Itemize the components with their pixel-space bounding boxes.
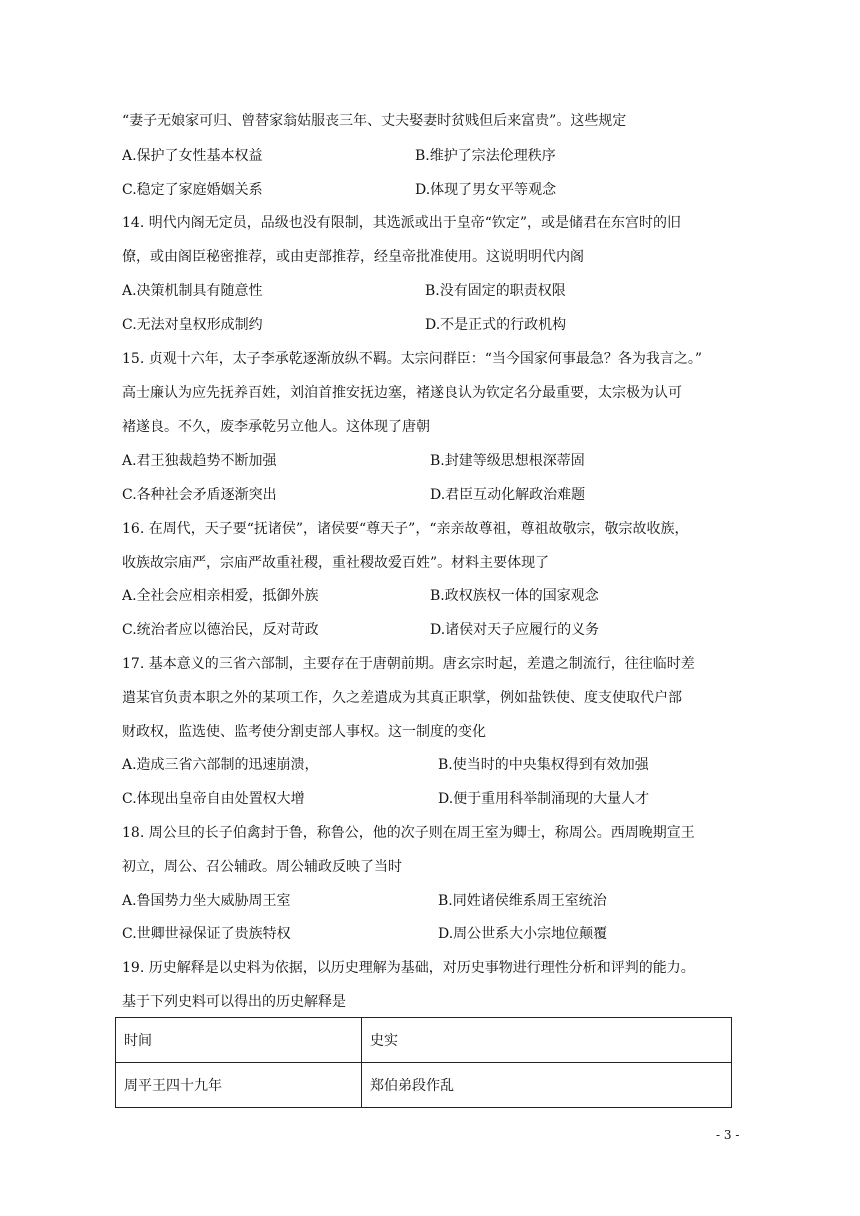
q15-option-c: C.各种社会矛盾逐渐突出 <box>122 487 277 503</box>
q14-option-c: C.无法对皇权形成制约 <box>122 317 263 333</box>
table-row <box>116 1063 732 1108</box>
q17-stem-line3: 财政权，监选使、监考使分割吏部人事权。这一制度的变化 <box>122 724 486 740</box>
q13-option-d: D.体现了男女平等观念 <box>415 182 557 198</box>
q13-option-b: B.维护了宗法伦理秩序 <box>415 148 556 164</box>
q18-option-d: D.周公世系大小宗地位颠覆 <box>438 926 608 942</box>
q14-option-a: A.决策机制具有随意性 <box>122 283 263 299</box>
table-cell-event: 郑伯弟段作乱 <box>362 1063 732 1108</box>
q18-option-a: A.鲁国势力坐大威胁周王室 <box>122 893 291 909</box>
table-header-row <box>116 1018 732 1063</box>
q18-option-c: C.世卿世禄保证了贵族特权 <box>122 926 291 942</box>
q18-stem-line1: 18. 周公旦的长子伯禽封于鲁，称鲁公，他的次子则在周王室为卿士，称周公。西周晚期宣王 <box>122 825 695 841</box>
q14-stem-line2: 僚，或由阁臣秘密推荐，或由吏部推荐，经皇帝批准使用。这说明明代内阁 <box>122 249 584 265</box>
q14-option-d: D.不是正式的行政机构 <box>425 317 567 333</box>
q18-stem-line2: 初立，周公、召公辅政。周公辅政反映了当时 <box>122 859 402 875</box>
q17-stem-line2: 遣某官负责本职之外的某项工作，久之差遣成为其真正职掌，例如盐铁使、度支使取代户部 <box>122 690 682 706</box>
q15-stem-line1: 15. 贞观十六年，太子李承乾逐渐放纵不羁。太宗问群臣：“当今国家何事最急？各为我言之。” <box>122 351 703 367</box>
q15-option-a: A.君王独裁趋势不断加强 <box>122 453 277 469</box>
q15-stem-line3: 褚遂良。不久，废李承乾另立他人。这体现了唐朝 <box>122 419 430 435</box>
q18-option-b: B.同姓诸侯维系周王室统治 <box>438 893 607 909</box>
q16-stem-line2: 收族故宗庙严，宗庙严故重社稷，重社稷故爱百姓”。材料主要体现了 <box>122 555 550 571</box>
q19-stem-line1: 19. 历史解释是以史料为依据，以历史理解为基础，对历史事物进行理性分析和评判的能力。 <box>122 960 695 976</box>
q14-stem-line1: 14. 明代内阁无定员，品级也没有限制，其选派或出于皇帝“钦定”，或是储君在东宫时的旧 <box>122 215 682 231</box>
table-header-time: 时间 <box>116 1018 362 1063</box>
q17-option-c: C.体现出皇帝自由处置权大增 <box>122 791 305 807</box>
q16-option-a: A.全社会应相亲相爱，抵御外族 <box>122 588 319 604</box>
q17-option-d: D.便于重用科举制涌现的大量人才 <box>438 791 650 807</box>
q17-option-b: B.使当时的中央集权得到有效加强 <box>438 757 649 773</box>
q14-option-b: B.没有固定的职责权限 <box>425 283 566 299</box>
history-table <box>115 1017 732 1108</box>
q19-stem-line2: 基于下列史料可以得出的历史解释是 <box>122 994 346 1010</box>
q16-option-c: C.统治者应以德治民，反对苛政 <box>122 622 319 638</box>
page-number: - 3 - <box>716 1128 740 1142</box>
q13-option-c: C.稳定了家庭婚姻关系 <box>122 182 263 198</box>
q15-option-b: B.封建等级思想根深蒂固 <box>430 453 585 469</box>
q17-stem-line1: 17. 基本意义的三省六部制，主要存在于唐朝前期。唐玄宗时起，差遣之制流行，往往临时差 <box>122 656 695 672</box>
q16-option-b: B.政权族权一体的国家观念 <box>430 588 599 604</box>
q16-stem-line1: 16. 在周代，天子要“抚诸侯”，诸侯要“尊天子”，“亲亲故尊祖，尊祖故敬宗，敬宗故收族， <box>122 521 689 537</box>
q15-stem-line2: 高士廉认为应先抚养百姓，刘洎首推安抚边塞，褚遂良认为钦定名分最重要，太宗极为认可 <box>122 385 682 401</box>
q16-option-d: D.诸侯对天子应履行的义务 <box>430 622 600 638</box>
q13-stem: “妻子无娘家可归、曾替家翁姑服丧三年、丈夫娶妻时贫贱但后来富贵”。这些规定 <box>122 113 627 129</box>
q17-option-a: A.造成三省六部制的迅速崩溃， <box>122 757 319 773</box>
q15-option-d: D.君臣互动化解政治难题 <box>430 487 586 503</box>
table-cell-time: 周平王四十九年 <box>116 1063 362 1108</box>
table-header-event: 史实 <box>362 1018 732 1063</box>
q13-option-a: A.保护了女性基本权益 <box>122 148 263 164</box>
